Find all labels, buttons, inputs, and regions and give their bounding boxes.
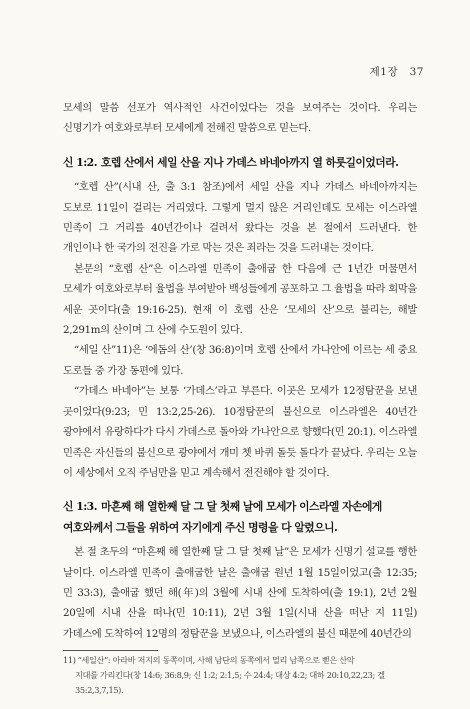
footnote-number: 11) xyxy=(63,655,76,665)
footnote-text: “세일산”: 아라바 저지의 동쪽이며, 사해 남단의 동쪽에서 멀리 남쪽으로 뻗은 산악 xyxy=(77,655,355,665)
intro-paragraph: 모세의 말씀 선포가 역사적인 사건이었다는 것을 보여주는 것이다. 우리는 신명기가 여호와로부터 모세에게 전해진 말씀으로 믿는다. xyxy=(63,102,417,135)
verse-text: 마흔째 해 열한째 달 그 달 첫째 날에 모세가 이스라엘 자손에게 여호와께서 그들을 위하여 자기에게 주신 명령을 다 알렸으니. xyxy=(63,500,382,534)
verse-heading-1-3 xyxy=(63,497,417,538)
verse-reference: 신 1:2. xyxy=(63,155,97,169)
page-body xyxy=(63,98,417,644)
running-header xyxy=(370,64,424,79)
commentary-paragraph: “가데스 바네아”는 보통 ‘가데스’라고 부른다. 이곳은 모세가 12정탐꾼을 보낸 곳이었다(9:23; 민 13:2,25-26). 10정탐꾼의 불신으로 이스라엘은 40년간 광야에서 유랑하다가 다시 가데스로 돌아와 가나안으로 향했다(민 20:1). 이스라엘 민족은 자신들의 불신으로 광야에서 개미 쳇 바퀴 돌듯 돌다가 끝났다. 우리는 오늘 이 세상에서 오직 주님만을 믿고 계속해서 전진해야 할 것이다. xyxy=(63,385,417,479)
page-number: 37 xyxy=(409,66,424,78)
commentary-paragraph: 본 절 초두의 “마흔째 해 열한째 달 그 달 첫째 날”은 모세가 신명기 설교를 행한 날이다. 이스라엘 민족이 출애굽한 날은 출애굽 원년 1월 15일이었고(출 12:35; 민 33:3), 출애굽 했던 해(年)의 3월에 시내 산에 도착하여(출 19:1), 2년 2월 20일에 시내 산을 떠나(민 10:11), 2년 3월 1일(시내 산을 떠난 지 11일) 가데스에 도착하여 12명의 정탐꾼을 보냈으나, 이스라엘의 불신 때문에 40년간의 xyxy=(63,546,417,640)
footnote-divider xyxy=(63,650,158,651)
commentary-paragraph: “호렙 산”(시내 산, 출 3:1 참조)에서 세일 산을 지나 가데스 바네아까지는 도보로 11일이 걸리는 거리였다. 그렇게 멀지 않은 거리인데도 모세는 이스라엘 민족이 그 거리를 40년간이나 걸려서 왔다는 것을 본 절에서 드러낸다. 한 개인이나 한 국가의 전진을 가로 막는 것은 죄라는 것을 드러내는 것이다. xyxy=(63,181,417,255)
footnote xyxy=(63,653,417,698)
verse-heading-1-2 xyxy=(63,153,417,173)
commentary-paragraph: 본문의 “호렙 산”은 이스라엘 민족이 출애굽 한 다음에 근 1년간 머물면서 모세가 여호와로부터 율법을 부여받아 백성들에게 공포하고 그 율법을 따라 회막을 세운 곳이다(출 19:16-25). 현재 이 호렙 산은 ‘모세의 산’으로 불리는, 해발 2,291m의 산이며 그 산에 수도원이 있다. xyxy=(63,262,417,337)
footnote-text: 지대를 가리킨다(창 14:6; 36:8,9; 신 1:2; 2:1,5; 수 24:4; 대상 4:2; 대하 20:10,22,23; 겔 35:2,3,7,15). xyxy=(75,670,385,695)
verse-reference: 신 1:3. xyxy=(63,500,97,514)
verse-text: 호렙 산에서 세일 산을 지나 가데스 바네아까지 열 하룻길이었더라. xyxy=(100,155,399,169)
chapter-label: 제1장 xyxy=(369,66,399,78)
commentary-paragraph: “세일 산”11)은 ‘에돔의 산’(창 36:8)이며 호렙 산에서 가나안에 이르는 세 중요 도로들 중 가장 동편에 있다. xyxy=(63,344,417,377)
